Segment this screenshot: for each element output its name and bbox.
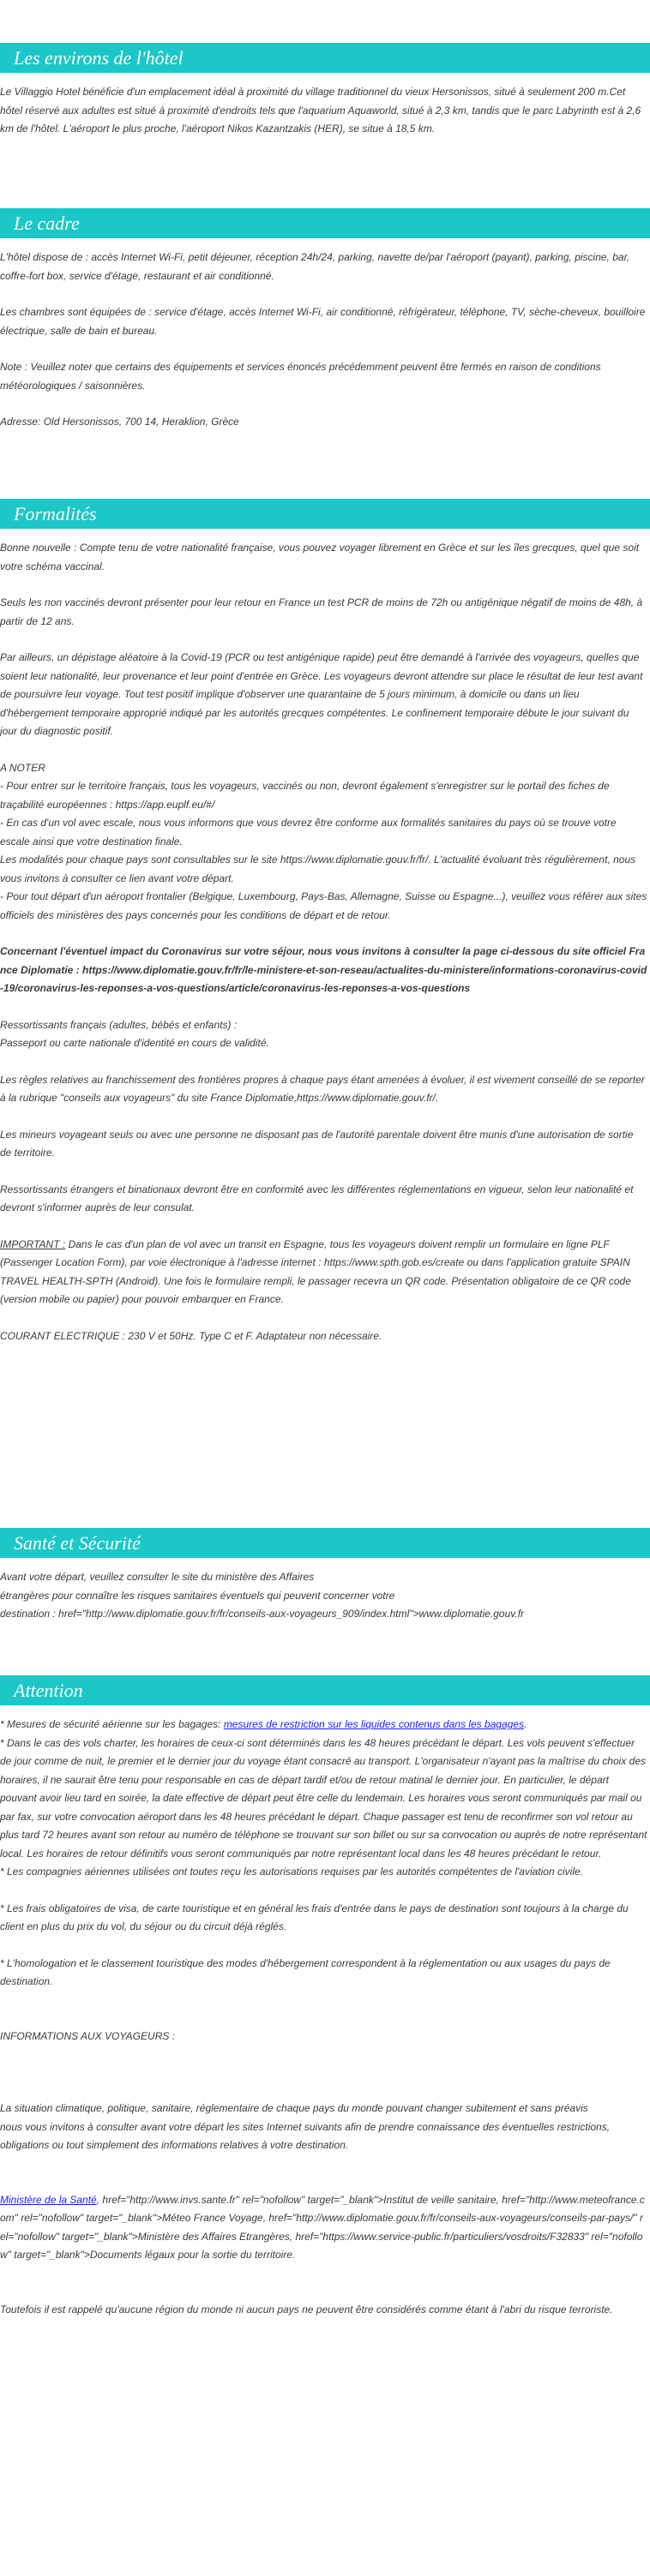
note-3: Les modalités pour chaque pays sont consultables sur le site https://www.diplomatie.gouv.fr/fr/. L'actualité évoluant très régulièrement, nous vous invitons à consulter ce lien avant votre départ. bbox=[0, 854, 636, 884]
consulter-text: nous vous invitons à consulter avant votre départ les sites Internet suivants afin de prendre connaissance des éventuelles restrictions, obligations ou tout simplement des informations relatives à votre destination. bbox=[0, 2120, 611, 2151]
cadre-address: Adresse: Old Hersonissos, 700 14, Heraklion, Grèce bbox=[0, 416, 239, 428]
etrangers-notice: Ressortissants étrangers et binationaux devront être en conformité avec les différentes réglementations en vigueur, selon leur nationalité et devront s'informer auprès de leur consulat. bbox=[0, 1183, 634, 1213]
section-title-environs: Les environs de l'hôtel bbox=[0, 43, 650, 73]
section-environs bbox=[0, 43, 650, 139]
section-attention bbox=[0, 1675, 650, 2319]
section-title-cadre: Le cadre bbox=[0, 208, 650, 238]
cadre-p1: L'hôtel dispose de : accès Internet Wi-Fi, petit déjeuner, réception 24h/24, parking, navette de/par l'aéroport (payant), parking, piscine, bar, coffre-fort box, service d'étage, restaurant et air conditionné. bbox=[0, 251, 630, 282]
useful-links-rest: , href="http://www.invs.sante.fr" rel="nofollow" target="_blank">Institut de veille sanitaire, href="http://www.meteofrance.com" rel="nofollow" target="_blank">Méteo France Voyage, href="http://www.diplomatie.gouv.fr/fr/conseils-aux-voyageurs/conseils-par-pays/" rel="nofollow" target="_blank">Ministère des Affaires Etrangères, href="https://www.service-public.fr/particuliers/vosdroits/F32833" rel="nofollow" target="_blank">Documents légaux pour la sortie du territoire. bbox=[0, 2193, 645, 2261]
attention-bagages bbox=[0, 1716, 647, 1734]
sante-line-3: destination : href="http://www.diplomatie.gouv.fr/fr/conseils-aux-voyageurs_909/index.html">www.diplomatie.gouv.fr bbox=[0, 1608, 525, 1620]
note-title: A NOTER bbox=[0, 761, 45, 774]
formalites-p2: Seuls les non vaccinés devront présenter pour leur retour en France un test PCR de moins de 72h ou antigénique négatif de moins de 48h, à partir de 12 ans. bbox=[0, 596, 643, 627]
ressortissants-docs: Passeport ou carte nationale d'identité en cours de validité. bbox=[0, 1037, 269, 1049]
important-notice bbox=[0, 1236, 647, 1309]
formalites-p1: Bonne nouvelle : Compte tenu de votre nationalité française, vous pouvez voyager librement en Grèce et sur les îles grecques, quel que soit votre schéma vaccinal. bbox=[0, 542, 640, 572]
useful-links bbox=[0, 2191, 647, 2265]
section-title-formalites: Formalités bbox=[0, 499, 650, 529]
important-text: Dans le cas d'un plan de vol avec un transit en Espagne, tous les voyageurs doivent remplir un formulaire en ligne PLF (Passenger Location Form), par voie électronique à l'adresse internet : https://www.spth.gob.es/create ou dans l'application gratuite SPAIN TRAVEL HEALTH-SPTH (Android). Une fois le formulaire rempli, le passager recevra un QR code. Présentation obligatoire de ce QR code (version mobile ou papier) pour pouvoir embarquer en France. bbox=[0, 1237, 631, 1305]
note-4: - Pour tout départ d'un aéroport frontalier (Belgique, Luxembourg, Pays-Bas, Allemagne, Suisse ou Espagne...), veuillez vous référer aux sites officiels des ministères des pays concernés pour les conditions de départ et de retour. bbox=[0, 890, 647, 921]
bagages-suffix: . bbox=[524, 1718, 527, 1730]
cadre-p3: Note : Veuillez noter que certains des équipements et services énoncés précédemment peuvent être fermés en raison de conditions météorologiques / saisonnières. bbox=[0, 361, 601, 392]
attention-homologation: * L'homologation et le classement touristique des modes d'hébergement correspondent à la réglementation ou aux usages du pays de destination. bbox=[0, 1956, 611, 1987]
mineurs-notice: Les mineurs voyageant seuls ou avec une personne ne disposant pas de l'autorité parentale doivent être munis d'une autorisation de sortie de territoire. bbox=[0, 1128, 634, 1159]
ministere-sante-link[interactable]: Ministère de la Santé bbox=[0, 2193, 97, 2206]
terrorisme-notice: Toutefois il est rappelé qu'aucune région du monde ni aucun pays ne peuvent être considérés comme étant à l'abri du risque terroriste. bbox=[0, 2303, 613, 2315]
ressortissants-label: Ressortissants français (adultes, bébés et enfants) : bbox=[0, 1018, 238, 1031]
informations-voyageurs-title: INFORMATIONS AUX VOYAGEURS : bbox=[0, 2029, 176, 2042]
note-2: - En cas d'un vol avec escale, nous vous informons que vous devrez être conforme aux formalités sanitaires du pays où se trouve votre escale ainsi que votre destination finale. bbox=[0, 817, 617, 848]
attention-frais: * Les frais obligatoires de visa, de carte touristique et en général les frais d'entrée dans le pays de destination sont toujours à la charge du client en plus du prix du vol, du séjour ou du circuit déjà réglés. bbox=[0, 1902, 629, 1932]
section-title-attention: Attention bbox=[0, 1675, 650, 1705]
important-label: IMPORTANT : bbox=[0, 1237, 66, 1250]
attention-charter: * Dans le cas des vols charter, les horaires de ceux-ci sont déterminés dans les 48 heures précédant le départ. Les vols peuvent s'effectuer de jour comme de nuit, le premier et le dernier jour du voyage étant consacré au transport. L'organisateur n'ayant pas la maîtrise du choix des horaires, il ne saurait être tenu pour responsable en cas de départ tardif et/ou de retour matinal le dernier jour. En particulier, le départ pouvant avoir lieu tard en soirée, la date effective de départ peut être celle du lendemain. Les horaires vous seront communiqués par mail ou par fax, sur votre convocation aéroport dans les 48 heures précédant le départ. Chaque passager est tenu de reconfirmer son vol retour au plus tard 72 heures avant son retour au numéro de téléphone se trouvant sur son billet ou sur sa convocation ou auprès de notre représentant local. Les horaires de retour définitifs vous seront communiqués par notre représentant local dans les 48 heures précédant le retour. bbox=[0, 1736, 647, 1860]
formalites-p3: Par ailleurs, un dépistage aléatoire à la Covid-19 (PCR ou test antigénique rapide) peut être demandé à l'arrivée des voyageurs, quelles que soient leur nationalité, leur provenance et leur point d'entrée en Grèce. Les voyageurs devront attendre sur place le résultat de leur test avant de poursuivre leur voyage. Tout test positif implique d'observer une quarantaine de 5 jours minimum, à domicile ou dans un lieu d'hébergement temporaire approprié indiqué par les autorités grecques compétentes. Le confinement temporaire débute le jour suivant du jour du diagnostic positif. bbox=[0, 651, 643, 737]
section-formalites bbox=[0, 499, 650, 1345]
sante-line-1: Avant votre départ, veuillez consulter le site du ministère des Affaires bbox=[0, 1571, 315, 1583]
frontieres-regles: Les règles relatives au franchissement des frontières propres à chaque pays étant amenées à évoluer, il est vivement conseillé de se reporter à la rubrique "conseils aux voyageurs" du site France Diplomatie,https://www.diplomatie.gouv.fr/. bbox=[0, 1073, 645, 1104]
cadre-p2: Les chambres sont équipées de : service d'étage, accès Internet Wi-Fi, air conditionné, réfrigérateur, téléphone, TV, sèche-cheveux, bouilloire électrique, salle de bain et bureau. bbox=[0, 306, 646, 337]
attention-compagnies: * Les compagnies aériennes utilisées ont toutes reçu les autorisations requises par les autorités compétentes de l'aviation civile. bbox=[0, 1866, 583, 1878]
covid-notice: Concernant l'éventuel impact du Coronavirus sur votre séjour, nous vous invitons à consulter la page ci-dessous du site officiel France Diplomatie : https://www.diplomatie.gouv.fr/fr/le-ministere-et-son-reseau/actualites-du-ministere/informations-coronavirus-covid-19/coronavirus-les-reponses-a-vos-questions/article/coronavirus-les-reponses-a-vos-questions bbox=[0, 945, 647, 994]
environs-text: Le Villaggio Hotel bénéficie d'un emplacement idéal à proximité du village traditionnel du vieux Hersonissos, situé à seulement 200 m.Cet hôtel réservé aux adultes est situé à proximité d'endroits tels que l'aquarium Aquaworld, situé à 2,3 km, tandis que le parc Labyrinth est à 2,6 km de l'hôtel. L'aéroport le plus proche, l'aéroport Nikos Kazantzakis (HER), se situe à 18,5 km. bbox=[0, 86, 641, 135]
sante-line-2: étrangères pour connaître les risques sanitaires éventuels qui peuvent concerner votre bbox=[0, 1589, 395, 1602]
liquides-restriction-link[interactable]: mesures de restriction sur les liquides contenus dans les bagages bbox=[223, 1718, 525, 1730]
section-sante bbox=[0, 1528, 650, 1624]
section-title-sante: Santé et Sécurité bbox=[0, 1528, 650, 1558]
courant-electrique: COURANT ELECTRIQUE : 230 V et 50Hz. Type C et F. Adaptateur non nécessaire. bbox=[0, 1329, 382, 1342]
note-1: - Pour entrer sur le territoire français, tous les voyageurs, vaccinés ou non, devront également s'enregistrer sur le portail des fiches de traçabilité européennes : https://app.euplf.eu/#/ bbox=[0, 780, 610, 811]
bagages-label: * Mesures de sécurité aérienne sur les bagages: bbox=[0, 1718, 224, 1730]
situation-text: La situation climatique, politique, sanitaire, réglementaire de chaque pays du monde pouvant changer subitement et sans préavis bbox=[0, 2102, 588, 2114]
section-cadre bbox=[0, 208, 650, 432]
